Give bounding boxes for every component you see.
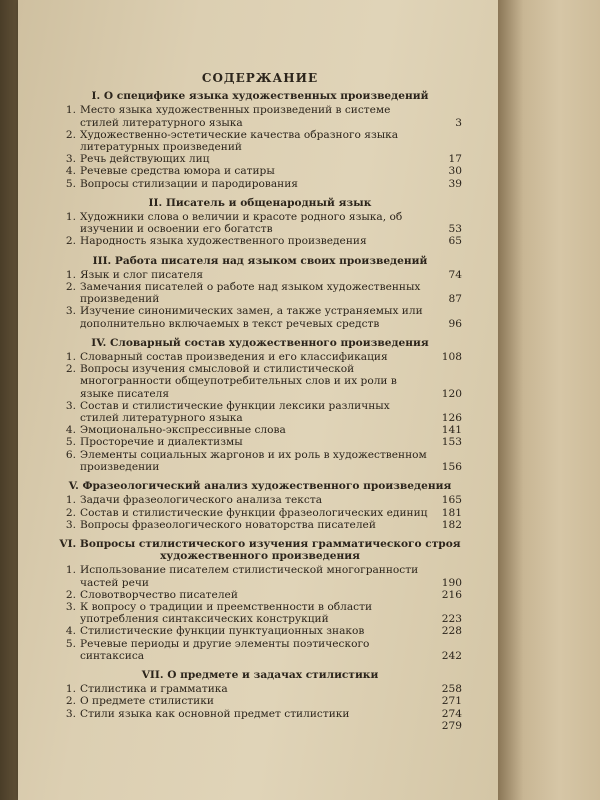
toc-entry	[58, 424, 462, 436]
entry-number: 1.	[65, 494, 76, 507]
entry-number: 5.	[65, 177, 76, 190]
section-gap	[58, 473, 462, 477]
entry-number: 2.	[65, 128, 76, 141]
entry-page: 271	[441, 695, 462, 708]
toc-entry	[58, 638, 462, 662]
entry-number: 2.	[65, 281, 76, 294]
table-of-contents	[58, 72, 462, 736]
toc-entry	[58, 494, 462, 506]
entry-number: 3.	[65, 399, 76, 412]
entry-text: К вопросу о традиции и преемственности в области употребления синтаксических конструкций	[80, 600, 373, 626]
entry-number: 1.	[65, 268, 76, 281]
entry-page: 182	[441, 518, 462, 531]
entry-page: 258	[441, 683, 462, 696]
toc-entry	[58, 165, 462, 177]
entry-number: 5.	[65, 436, 76, 449]
entry-page: 120	[441, 387, 462, 400]
toc-entry	[58, 589, 462, 601]
toc-entry	[58, 436, 462, 448]
entry-number: 3.	[65, 153, 76, 166]
toc-entry	[58, 400, 462, 424]
entry-page: 223	[441, 613, 462, 626]
toc-entry	[58, 269, 462, 281]
entry-text: Просторечие и диалектизмы	[80, 436, 243, 449]
entry-text: Изучение синонимических замен, а также устраняемых или дополнительно включаемых в текст речевых средств	[80, 305, 423, 330]
entry-number: 3.	[65, 518, 76, 531]
entry-page: 74	[448, 268, 462, 281]
entry-page: 156	[441, 460, 462, 473]
entry-text: Место языка художественных произведений в системе стилей литературного языка	[80, 104, 391, 129]
section-gap	[58, 248, 462, 252]
entry-text: Стили языка как основной предмет стилистики	[80, 707, 350, 720]
section-heading: IV. Словарный состав художественного произведения	[91, 336, 429, 349]
entry-text: Задачи фразеологического анализа текста	[80, 494, 323, 507]
section-heading: II. Писатель и общенародный язык	[148, 196, 372, 209]
toc-entry	[58, 211, 462, 235]
entry-number: 3.	[65, 707, 76, 720]
section-heading: I. О специфике языка художественных произведений	[91, 90, 429, 103]
entry-number: 2.	[65, 363, 76, 376]
entry-number: 2.	[65, 235, 76, 248]
entry-number: 1.	[65, 104, 76, 117]
toc-entry	[58, 153, 462, 165]
entry-text: Художники слова о величии и красоте родного языка, об изучении и освоении его богатств	[80, 211, 403, 236]
entry-page: 190	[441, 576, 462, 589]
toc-entry	[58, 104, 462, 128]
entry-page: 165	[441, 494, 462, 507]
entry-number: 2.	[65, 506, 76, 519]
toc-entry	[58, 129, 462, 153]
toc-entry	[58, 305, 462, 329]
entry-number: 5.	[65, 637, 76, 650]
toc-entry	[58, 625, 462, 637]
entry-text: Стилистические функции пунктуационных знаков	[80, 625, 365, 638]
entry-number: 1.	[65, 211, 76, 224]
section-gap	[58, 662, 462, 666]
entry-text: Стилистика и грамматика	[80, 683, 228, 696]
entry-page: 274	[441, 707, 462, 720]
entry-text: Словотворчество писателей	[80, 588, 238, 601]
entry-page: 153	[441, 436, 462, 449]
entry-number: 4.	[65, 165, 76, 178]
toc-entry	[58, 507, 462, 519]
entry-text: Элементы социальных жаргонов и их роль в художественном произведении	[80, 448, 427, 473]
toc-entry	[58, 519, 462, 531]
entry-page: 126	[441, 412, 462, 425]
entry-text: Состав и стилистические функции лексики различных стилей литературного языка	[80, 399, 390, 425]
section-heading: VII. О предмете и задачах стилистики	[141, 668, 379, 681]
entry-page: 30	[448, 165, 462, 178]
entry-page: 96	[448, 317, 462, 330]
entry-page: 39	[448, 177, 462, 190]
entry-page: 53	[448, 223, 462, 236]
entry-number: 3.	[65, 305, 76, 318]
entry-text: Эмоционально-экспрессивные слова	[80, 424, 286, 437]
entry-page: 3	[455, 116, 462, 129]
entry-number: 1.	[65, 683, 76, 696]
entry-page: 181	[441, 506, 462, 519]
toc-entry	[58, 178, 462, 190]
entry-text: Речевые средства юмора и сатиры	[80, 165, 275, 178]
toc-entry	[58, 683, 462, 695]
entry-text: Речь действующих лиц	[80, 153, 210, 166]
entry-page: 228	[441, 625, 462, 638]
section-heading: V. Фразеологический анализ художественного произведения	[68, 480, 452, 493]
trailing-page: 279	[441, 719, 462, 732]
facing-page	[498, 0, 600, 800]
toc-entry	[58, 601, 462, 625]
entry-text: Вопросы фразеологического новаторства писателей	[80, 518, 376, 531]
toc-entry	[58, 695, 462, 707]
toc-entry	[58, 449, 462, 473]
entry-number: 4.	[65, 424, 76, 437]
toc-entry	[58, 363, 462, 400]
entry-number: 3.	[65, 600, 76, 613]
entry-text: Язык и слог писателя	[80, 268, 204, 281]
toc-title: СОДЕРЖАНИЕ	[201, 71, 319, 85]
section-gap	[58, 330, 462, 334]
toc-entry	[58, 281, 462, 305]
entry-page: 65	[448, 235, 462, 248]
toc-entry	[58, 235, 462, 247]
entry-text: Народность языка художественного произведения	[80, 235, 367, 248]
entry-page: 87	[448, 293, 462, 306]
toc-entry	[58, 564, 462, 588]
entry-number: 6.	[65, 448, 76, 461]
entry-page: 141	[441, 424, 462, 437]
entry-number: 1.	[65, 351, 76, 364]
toc-entry	[58, 351, 462, 363]
entry-text: О предмете стилистики	[80, 695, 214, 708]
entry-number: 1.	[65, 564, 76, 577]
section-heading: III. Работа писателя над языком своих произведений	[92, 254, 428, 267]
entry-page: 108	[441, 351, 462, 364]
entry-number: 2.	[65, 588, 76, 601]
entry-text: Художественно-эстетические качества образного языка литературных произведений	[80, 128, 399, 154]
entry-number: 2.	[65, 695, 76, 708]
toc-entry	[58, 708, 462, 720]
section-gap	[58, 190, 462, 194]
entry-text: Использование писателем стилистической многогранности частей речи	[80, 564, 419, 589]
entry-number: 4.	[65, 625, 76, 638]
entry-text: Речевые периоды и другие элементы поэтического синтаксиса	[80, 637, 370, 662]
entry-text: Вопросы изучения смысловой и стилистической многогранности общеупотребительных слов и их роли в языке писателя	[80, 363, 397, 400]
entry-text: Замечания писателей о работе над языком художественных произведений	[80, 281, 421, 306]
entry-page: 17	[448, 153, 462, 166]
entry-page: 242	[441, 649, 462, 662]
section-gap	[58, 531, 462, 535]
entry-text: Вопросы стилизации и пародирования	[80, 177, 298, 190]
entry-text: Состав и стилистические функции фразеологических единиц	[80, 506, 428, 519]
section-heading: VI. Вопросы стилистического изучения грамматического строя художественного произведения	[59, 537, 461, 563]
toc-sections	[58, 90, 462, 736]
entry-page: 216	[441, 588, 462, 601]
section-gap	[58, 732, 462, 736]
entry-text: Словарный состав произведения и его классификация	[80, 351, 388, 364]
